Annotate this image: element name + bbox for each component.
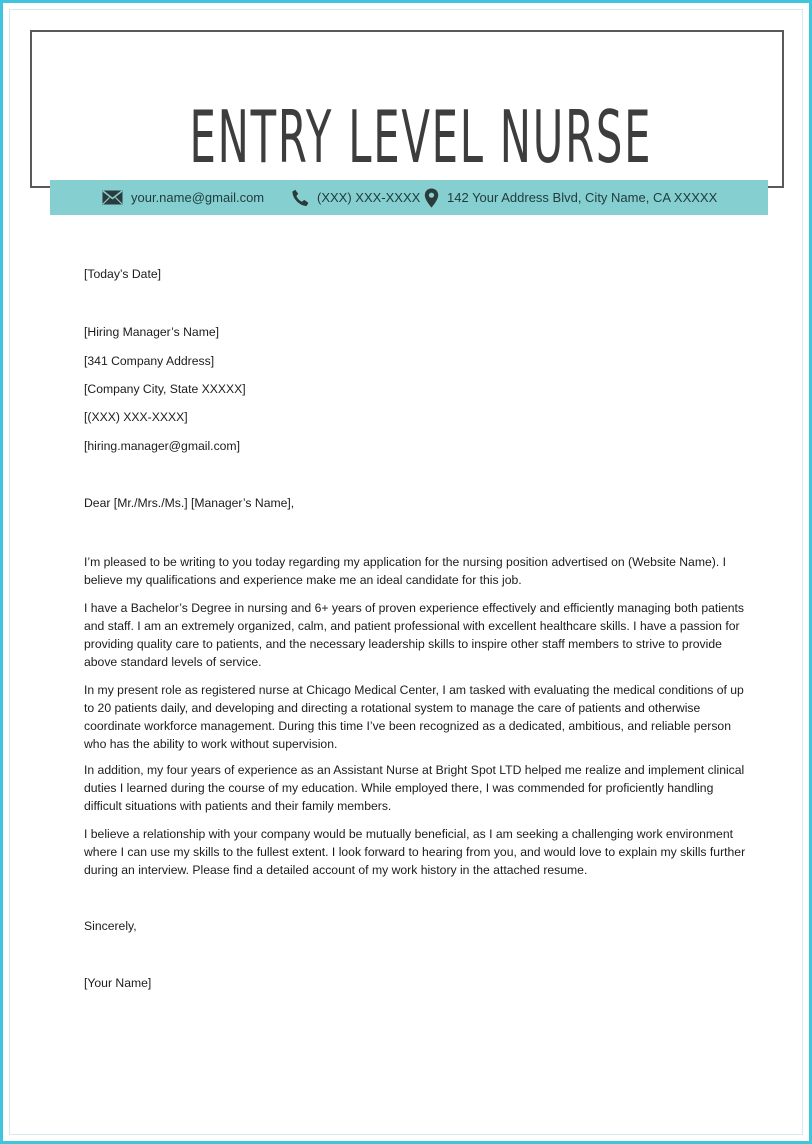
body-paragraph: I’m pleased to be writing to you today regarding my application for the nursing position advertised on (Website Name). I believe my qualifications and experience make me an ideal candidate for this job.	[84, 555, 726, 587]
document-title: ENTRY LEVEL NURSE	[189, 95, 653, 179]
address-text: 142 Your Address Blvd, City Name, CA XXXXX	[447, 190, 718, 205]
letter-date: [Today’s Date]	[84, 267, 162, 281]
recipient-email: [hiring.manager@gmail.com]	[84, 439, 240, 453]
recipient-city: [Company City, State XXXXX]	[84, 382, 246, 396]
body-paragraph: I have a Bachelor’s Degree in nursing and 6+ years of proven experience effectively and efficiently managing both patients and staff. I am an extremely organized, calm, and patient professional with excellent healthcare skills. I have a passion for providing quality care to patients, and the necessary leadership skills to inspire other staff members to strive to provide above standard levels of service.	[84, 601, 745, 669]
body-paragraph: In my present role as registered nurse at Chicago Medical Center, I am tasked with evaluating the medical conditions of up to 20 patients daily, and developing and directing a rotational system to manage the care of patients and otherwise coordinate workforce management. During this time I’ve been recognized as a dedicated, ambitious, and reliable person who has the ability to work without supervision.	[84, 683, 744, 751]
email-text: your.name@gmail.com	[131, 190, 265, 205]
map-pin-icon	[424, 188, 439, 208]
contact-phone	[292, 180, 420, 215]
title-frame	[30, 30, 784, 188]
closing: Sincerely,	[84, 919, 137, 933]
phone-icon	[292, 189, 309, 207]
body-paragraph: I believe a relationship with your company would be mutually beneficial, as I am seeking a challenging work environment where I can use my skills to the fullest extent. I look forward to hearing from you, and would love to explain my skills further during an interview. Please find a detailed account of my work history in the attached resume.	[84, 827, 746, 877]
signature: [Your Name]	[84, 976, 152, 990]
contact-email	[102, 180, 264, 215]
recipient-address: [341 Company Address]	[84, 354, 215, 368]
contact-address	[424, 180, 717, 215]
envelope-icon	[102, 190, 123, 205]
recipient-phone: [(XXX) XXX-XXXX]	[84, 410, 188, 424]
phone-text: (XXX) XXX-XXXX	[317, 190, 421, 205]
body-paragraph: In addition, my four years of experience as an Assistant Nurse at Bright Spot LTD helped me realize and implement clinical duties I learned during the course of my education. While employed there, I was commended for proficiently handling difficult situations with patients and their family members.	[84, 763, 745, 813]
contact-bar	[50, 180, 768, 215]
recipient-name: [Hiring Manager’s Name]	[84, 325, 220, 339]
salutation: Dear [Mr./Mrs./Ms.] [Manager’s Name],	[84, 496, 295, 510]
